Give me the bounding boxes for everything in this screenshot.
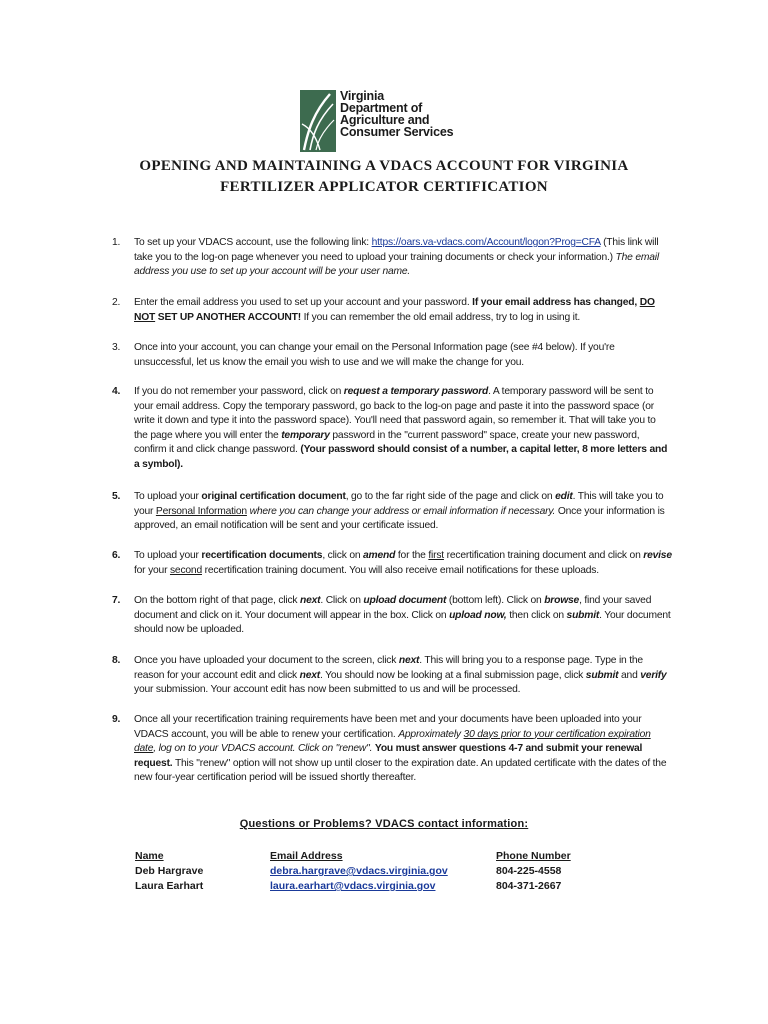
instruction-number: 7. (112, 595, 121, 606)
instruction-text-run: where you can change your address or email information if necessary. (249, 505, 556, 517)
vdacs-logo (300, 90, 480, 152)
instruction-text-run: Once into your account, you can change your email on the Personal Information page (see #4 below). If you're unsuccessful, let us know the email you wish to use and we will make the change for you. (134, 342, 615, 368)
instruction-text (134, 296, 672, 325)
instruction-number: 2. (112, 297, 121, 308)
instruction-text (134, 490, 672, 534)
instruction-number: 4. (112, 386, 121, 397)
instruction-text-run: , log on to your VDACS account. Click on "renew". (153, 743, 373, 755)
instruction-text-run: recertification documents (201, 550, 323, 561)
instruction-text-run: Once you have uploaded your document to the screen, click (134, 655, 399, 666)
vdacs-leaf-icon (300, 90, 336, 152)
instruction-text-run: . A temporary password will be sent to your email address. Copy the temporary password, go back to the log-on page and paste it into the password space (or write it down and type it into the password space). You'll need that password again, so remember it. That will take you to the page where you will enter the (134, 386, 656, 441)
instruction-number: 9. (112, 714, 121, 725)
logo-line: Agriculture and (340, 113, 430, 127)
instruction-text-run: Once your information is approved, an email notification will be sent and your certificate issued. (134, 505, 665, 532)
logo-line: Virginia (340, 89, 385, 103)
contact-name: Deb Hargrave (135, 865, 204, 877)
instruction-text-run: To upload your (134, 491, 202, 502)
instruction-text-run: . Your document should now be uploaded. (134, 609, 671, 636)
instruction-text-run: Once all your recertification training requirements have been met and your documents have been uploaded into your VDACS account, you will be able to renew your certification. (134, 714, 642, 740)
instruction-number: 1. (112, 237, 121, 248)
instruction-text-run: request a temporary password (343, 386, 489, 397)
instruction-text (134, 236, 672, 280)
instruction-text-run: , click on (322, 550, 364, 561)
instruction-text-run: , go to the far right side of the page and click on (345, 491, 556, 502)
instruction-text-run: (bottom left). Click on (446, 595, 545, 606)
page-title (60, 156, 708, 198)
instruction-text-run: . You should now be looking at a final submission page, click (320, 669, 586, 681)
instruction-text-run: browse (544, 595, 580, 606)
instruction-text-run: The email address you use to set up your account will be your user name. (134, 251, 659, 278)
page-title-line: FERTILIZER APPLICATOR CERTIFICATION (220, 179, 548, 195)
instruction-text-run: Personal Information (155, 505, 247, 517)
instruction-text-run: Enter the email address you used to set up your account and your password. (134, 297, 473, 308)
instruction-text (134, 654, 672, 698)
instruction-text-run: To upload your (134, 550, 202, 561)
instruction-text-run: your submission. Your account edit has now been submitted to us and will be processed. (134, 684, 521, 696)
email-column-header: Email Address (270, 850, 343, 862)
instruction-number: 8. (112, 655, 121, 666)
contact-email-link[interactable]: laura.earhart@vdacs.virginia.gov (270, 880, 436, 892)
instruction-text-run: (Your password should consist of a number, a capital letter, 8 more letters and a symbol). (134, 444, 668, 470)
instruction-text-run: password in the "current password" space, create your new password, confirm it and click change password. (134, 429, 640, 456)
contact-email-link[interactable]: debra.hargrave@vdacs.virginia.gov (270, 865, 448, 877)
instruction-text (134, 549, 672, 578)
instruction-text-run: submit (566, 609, 600, 621)
instruction-text-run: temporary (281, 429, 330, 441)
instruction-text-run: (This link will take you to the log-on page whenever you need to upload your training documents or check your information.) (134, 237, 659, 263)
instruction-text-run: verify (640, 669, 667, 681)
instruction-text-run: upload document (363, 595, 447, 606)
instruction-text-run: 30 days prior to your certification expiration date (134, 728, 651, 755)
instruction-text-run: This "renew" option will not show up until closer to the expiration date. An updated certificate with the dates of the new four-year certification period will be issued shortly thereafter. (134, 757, 667, 784)
instruction-text-run: next (398, 655, 420, 666)
account-logon-link[interactable]: https://oars.va-vdacs.com/Account/logon?Prog=CFA (371, 237, 601, 248)
logo-line: Department of (340, 101, 423, 115)
instruction-text-run: recertification training document. You will also receive email notifications for these uploads. (201, 564, 599, 576)
instruction-text-run: , find your saved document and click on it. Your document will appear in the box. Click on (134, 595, 652, 621)
instruction-text-run: then click on (506, 609, 567, 621)
instruction-text-run: recertification training document and click on (443, 550, 644, 561)
instruction-text-run: edit (555, 491, 573, 502)
instruction-text-run: . Click on (320, 595, 364, 606)
instruction-text-run: for your (134, 564, 170, 576)
instruction-text-run: and (618, 669, 641, 681)
instruction-text-run: SET UP ANOTHER ACCOUNT! (155, 311, 301, 323)
instruction-text-run: DO NOT (134, 297, 655, 323)
instruction-text-run: amend (363, 550, 396, 561)
instruction-text-run: To set up your VDACS account, use the following link: (134, 237, 372, 248)
instruction-text-run: original certification document (201, 491, 346, 502)
instruction-text (134, 594, 672, 638)
instruction-text-run: On the bottom right of that page, click (134, 595, 300, 606)
contact-section-title: Questions or Problems? VDACS contact information: (239, 818, 529, 830)
instruction-text-run: upload now, (449, 609, 507, 621)
instruction-text-run: If you can remember the old email address, try to log in using it. (300, 311, 581, 323)
instruction-text-run: submit (585, 669, 619, 681)
instruction-text-run: . This will take you to your (134, 491, 664, 517)
instruction-text-run: If you do not remember your password, click on (134, 386, 344, 397)
instruction-text (134, 713, 672, 786)
instruction-text-run: . This will bring you to a response page. Type in the reason for your account edit and click (134, 655, 643, 681)
instruction-number: 5. (112, 491, 121, 502)
instruction-text-run: second (169, 564, 202, 576)
instruction-text-run: revise (643, 550, 672, 561)
contact-phone: 804-371-2667 (496, 880, 562, 892)
instruction-text-run: for the (395, 550, 429, 561)
instruction-text-run: first (428, 550, 444, 561)
instruction-text-run: next (300, 595, 321, 606)
instruction-text-run: next (299, 669, 320, 681)
instruction-text-run: If your email address has changed, (472, 297, 640, 308)
page-title-line: OPENING AND MAINTAINING A VDACS ACCOUNT FOR VIRGINIA (139, 158, 629, 174)
instruction-text-run: You must answer questions 4-7 and submit your renewal request. (134, 743, 643, 769)
logo-line: Consumer Services (340, 125, 454, 139)
phone-column-header: Phone Number (496, 850, 571, 862)
instruction-number: 3. (112, 342, 121, 353)
logo-text (340, 90, 453, 138)
contact-name: Laura Earhart (135, 880, 204, 892)
instruction-text-run: Approximately (398, 728, 464, 740)
instruction-text (134, 341, 672, 370)
name-column-header: Name (135, 850, 164, 862)
instruction-text (134, 385, 672, 473)
contact-phone: 804-225-4558 (496, 865, 562, 877)
instruction-number: 6. (112, 550, 121, 561)
